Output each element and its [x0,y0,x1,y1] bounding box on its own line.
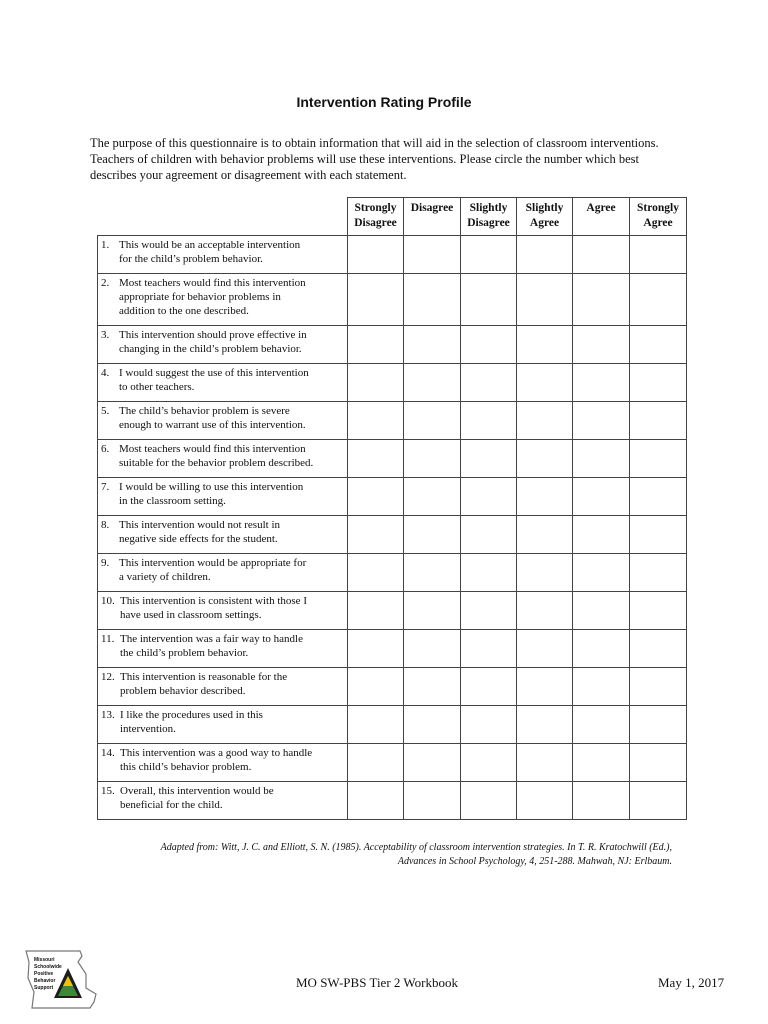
header-disagree: Disagree [404,198,461,236]
header-blank [98,198,348,236]
statement-text [119,480,343,508]
statement-number: 3. [101,329,110,341]
rating-cell[interactable] [630,326,687,364]
rating-cell[interactable] [573,554,630,592]
statement-text [120,670,343,698]
rating-cell[interactable] [461,630,517,668]
statement-cell [98,630,348,668]
rating-cell[interactable] [404,236,461,274]
statement-number: 12. [101,671,115,683]
rating-cell[interactable] [348,706,404,744]
rating-cell[interactable] [348,402,404,440]
rating-cell[interactable] [348,236,404,274]
rating-cell[interactable] [517,236,573,274]
statement-cell [98,236,348,274]
rating-cell[interactable] [573,440,630,478]
logo-text-5: Support [34,985,54,991]
statement-line: to other teachers. [119,381,195,393]
rating-cell[interactable] [404,274,461,326]
statement-cell [98,668,348,706]
rating-cell[interactable] [573,592,630,630]
rating-cell[interactable] [517,326,573,364]
statement-cell [98,782,348,820]
statement-text [119,238,343,266]
rating-cell[interactable] [404,440,461,478]
statement-line: I would be willing to use this intervention [119,481,304,493]
rating-cell[interactable] [348,326,404,364]
rating-cell[interactable] [630,274,687,326]
statement-text [119,518,343,546]
rating-cell[interactable] [461,236,517,274]
statement-text [120,784,343,812]
statement-number: 1. [101,239,110,251]
statement-line: I like the procedures used in this [120,709,263,721]
rating-cell[interactable] [573,516,630,554]
statement-number: 2. [101,277,110,289]
statement-number: 9. [101,557,110,569]
rating-cell[interactable] [517,402,573,440]
statement-line: addition to the one described. [119,305,249,317]
rating-cell[interactable] [630,516,687,554]
rating-cell[interactable] [630,744,687,782]
statement-line: Most teachers would find this intervention [119,443,306,455]
rating-cell[interactable] [573,630,630,668]
rating-cell[interactable] [404,782,461,820]
statement-line: this child’s behavior problem. [120,761,252,773]
statement-cell [98,478,348,516]
rating-cell[interactable] [630,364,687,402]
rating-cell[interactable] [461,516,517,554]
header-strongly-agree: Strongly Agree [630,198,687,236]
rating-cell[interactable] [461,402,517,440]
statement-line: changing in the child’s problem behavior. [119,343,302,355]
statement-line: This intervention is reasonable for the [120,671,288,683]
rating-cell[interactable] [348,592,404,630]
statement-number: 15. [101,785,115,797]
header-slightly-disagree: Slightly Disagree [461,198,517,236]
statement-line: The intervention was a fair way to handle [120,633,303,645]
rating-cell[interactable] [404,592,461,630]
table-row [98,516,687,554]
rating-cell[interactable] [348,364,404,402]
rating-cell[interactable] [404,364,461,402]
statement-number: 6. [101,443,110,455]
statement-line: problem behavior described. [120,685,246,697]
statement-text [119,556,343,584]
statement-number: 10. [101,595,115,607]
rating-cell[interactable] [348,478,404,516]
rating-cell[interactable] [517,554,573,592]
statement-cell [98,402,348,440]
citation-line-1: Adapted from: Witt, J. C. and Elliott, S. N. (1985). Acceptability of classroom intervention strategies. In T. R. Kratochwill (Ed.), [160,842,672,853]
statement-cell [98,274,348,326]
statement-line: I would suggest the use of this intervention [119,367,309,379]
rating-cell[interactable] [348,274,404,326]
rating-cell[interactable] [461,744,517,782]
statement-cell [98,516,348,554]
rating-cell[interactable] [630,402,687,440]
table-row [98,630,687,668]
rating-cell[interactable] [404,478,461,516]
header-agree: Agree [573,198,630,236]
statement-line: This intervention was a good way to handle [120,747,313,759]
rating-cell[interactable] [630,630,687,668]
statement-cell [98,364,348,402]
rating-cell[interactable] [517,744,573,782]
statement-number: 13. [101,709,115,721]
page-title: Intervention Rating Profile [296,94,472,110]
statement-line: This intervention is consistent with those I [120,595,307,607]
rating-cell[interactable] [348,516,404,554]
statement-cell [98,744,348,782]
rating-cell[interactable] [517,592,573,630]
statement-text [119,366,343,394]
table-row [98,668,687,706]
rating-cell[interactable] [404,706,461,744]
rating-cell[interactable] [517,516,573,554]
rating-cell[interactable] [461,668,517,706]
statement-line: Overall, this intervention would be [120,785,274,797]
table-row [98,592,687,630]
rating-cell[interactable] [404,554,461,592]
rating-cell[interactable] [404,668,461,706]
statement-cell [98,706,348,744]
statement-line: appropriate for behavior problems in [119,291,281,303]
rating-cell[interactable] [573,668,630,706]
citation-line-2: Advances in School Psychology, 4, 251-288. Mahwah, NJ: Erlbaum. [397,856,672,867]
table-row [98,744,687,782]
statement-text [120,594,343,622]
rating-cell[interactable] [630,236,687,274]
statement-text [120,708,343,736]
table-row [98,782,687,820]
statement-cell [98,440,348,478]
statement-number: 7. [101,481,110,493]
statement-number: 8. [101,519,110,531]
statement-line: suitable for the behavior problem described. [119,457,314,469]
rating-cell[interactable] [404,326,461,364]
statement-text [120,746,343,774]
rating-cell[interactable] [573,236,630,274]
rating-table [97,197,687,820]
table-row [98,274,687,326]
statement-line: intervention. [120,723,176,735]
rating-cell[interactable] [630,668,687,706]
statement-line: beneficial for the child. [120,799,223,811]
rating-cell[interactable] [630,592,687,630]
citation [60,841,672,869]
table-row [98,402,687,440]
rating-cell[interactable] [461,782,517,820]
rating-cell[interactable] [461,554,517,592]
rating-cell[interactable] [573,478,630,516]
rating-cell[interactable] [348,668,404,706]
statement-text [119,276,343,318]
statement-line: The child’s behavior problem is severe [119,405,290,417]
statement-text [119,328,343,356]
logo-text-2: Schoolwide [34,964,62,970]
statement-line: for the child’s problem behavior. [119,253,263,265]
statement-text [119,442,343,470]
rating-cell[interactable] [630,440,687,478]
rating-cell[interactable] [517,782,573,820]
logo-text-3: Positive [34,971,54,977]
rating-cell[interactable] [517,706,573,744]
statement-cell [98,554,348,592]
rating-cell[interactable] [573,274,630,326]
intro-paragraph: The purpose of this questionnaire is to obtain information that will aid in the selection of classroom interventions. Teachers of children with behavior problems will use these interventions. Please circle the number which best describes your agreement or disagreement with each statement. [90,136,659,182]
rating-cell[interactable] [517,274,573,326]
rating-cell[interactable] [404,630,461,668]
rating-cell[interactable] [348,782,404,820]
rating-cell[interactable] [461,364,517,402]
rating-cell[interactable] [573,364,630,402]
footer-workbook-title: MO SW-PBS Tier 2 Workbook [296,975,458,990]
header-strongly-disagree: Strongly Disagree [348,198,404,236]
statement-line: This would be an acceptable intervention [119,239,301,251]
statement-line: enough to warrant use of this intervention. [119,419,306,431]
rating-cell[interactable] [630,478,687,516]
statement-cell [98,326,348,364]
logo-text-1: Missouri [34,957,55,963]
rating-cell[interactable] [630,782,687,820]
rating-cell[interactable] [404,516,461,554]
header-slightly-agree: Slightly Agree [517,198,573,236]
footer-date: May 1, 2017 [658,975,725,990]
statement-line: This intervention would be appropriate for [119,557,307,569]
statement-number: 14. [101,747,115,759]
table-row [98,440,687,478]
rating-cell[interactable] [348,744,404,782]
rating-cell[interactable] [461,274,517,326]
table-row [98,706,687,744]
rating-cell[interactable] [517,440,573,478]
statement-line: a variety of children. [119,571,211,583]
rating-cell[interactable] [517,478,573,516]
header-row [98,198,687,236]
table-row [98,478,687,516]
statement-number: 5. [101,405,110,417]
rating-cell[interactable] [517,364,573,402]
rating-cell[interactable] [348,630,404,668]
rating-cell[interactable] [573,782,630,820]
statement-text [119,404,343,432]
rating-cell[interactable] [573,402,630,440]
rating-cell[interactable] [573,326,630,364]
rating-cell[interactable] [404,744,461,782]
statement-line: in the classroom setting. [119,495,226,507]
statement-line: This intervention would not result in [119,519,281,531]
mo-swpbs-logo [20,948,106,1010]
table-row [98,554,687,592]
rating-cell[interactable] [404,402,461,440]
rating-cell[interactable] [517,630,573,668]
statement-cell [98,592,348,630]
rating-cell[interactable] [348,440,404,478]
table-row [98,364,687,402]
rating-cell[interactable] [461,478,517,516]
statement-line: Most teachers would find this intervention [119,277,306,289]
rating-cell[interactable] [517,668,573,706]
statement-line: the child’s problem behavior. [120,647,249,659]
logo-text-4: Behavior [34,978,56,984]
rating-cell[interactable] [630,554,687,592]
rating-cell[interactable] [461,326,517,364]
statement-line: have used in classroom settings. [120,609,262,621]
statement-line: This intervention should prove effective in [119,329,307,341]
statement-number: 4. [101,367,110,379]
statement-line: negative side effects for the student. [119,533,278,545]
table-row [98,326,687,364]
rating-cell[interactable] [573,706,630,744]
rating-cell[interactable] [348,554,404,592]
rating-cell[interactable] [461,706,517,744]
rating-cell[interactable] [461,440,517,478]
statement-number: 11. [101,633,115,645]
rating-cell[interactable] [630,706,687,744]
rating-cell[interactable] [573,744,630,782]
statement-text [120,632,343,660]
rating-cell[interactable] [461,592,517,630]
table-row [98,236,687,274]
